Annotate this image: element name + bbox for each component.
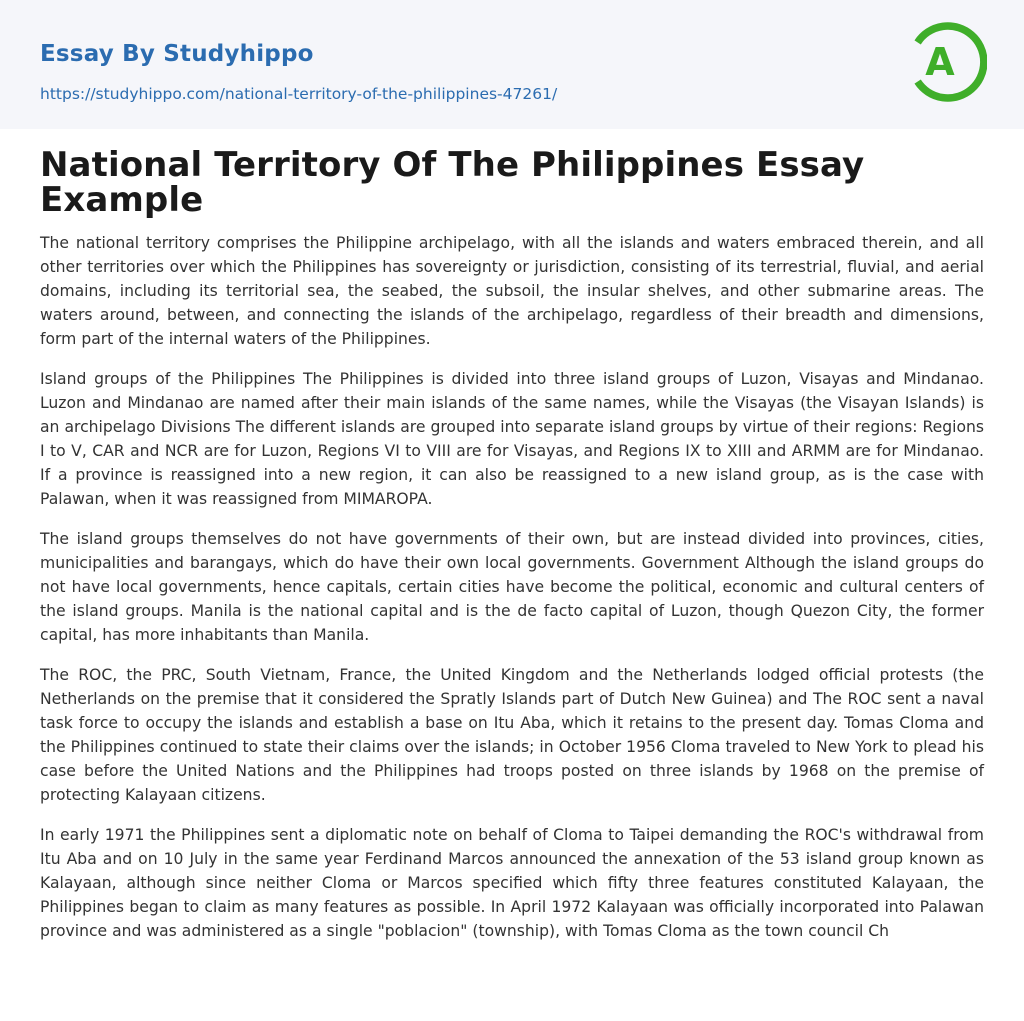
site-header: [0, 0, 1024, 129]
essay-paragraph: Island groups of the Philippines The Philippines is divided into three island groups of Luzon, Visayas and Mindanao. Luzon and Mindanao are named after their main islands of the same names, while the Visayas (the Visayan Islands) is an archipelago Divisions The different islands are grouped into separate island groups by virtue of their regions: Regions I to V, CAR and NCR are for Luzon, Regions VI to VIII are for Visayas, and Regions IX to XIII and ARMM are for Mindanao. If a province is reassigned into a new region, it can also be reassigned to a new island group, as is the case with Palawan, when it was reassigned from MIMAROPA.: [40, 370, 984, 508]
logo-letter: A: [925, 40, 955, 84]
essay-paragraph: The island groups themselves do not have governments of their own, but are instead divided into provinces, cities, municipalities and barangays, which do have their own local governments. Government Although the island groups do not have local governments, hence capitals, certain cities have become the political, economic and cultural centers of the island groups. Manila is the national capital and is the de facto capital of Luzon, though Quezon City, the former capital, has more inhabitants than Manila.: [40, 530, 984, 644]
essay-paragraph: In early 1971 the Philippines sent a diplomatic note on behalf of Cloma to Taipei demanding the ROC's withdrawal from Itu Aba and on 10 July in the same year Ferdinand Marcos announced the annexation of the 53 island group known as Kalayaan, although since neither Cloma or Marcos specified which fifty three features constituted Kalayaan, the Philippines began to claim as many features as possible. In April 1972 Kalayaan was officially incorporated into Palawan province and was administered as a single "poblacion" (township), with Tomas Cloma as the town council Ch: [40, 826, 984, 940]
source-url-link[interactable]: https://studyhippo.com/national-territory-of-the-philippines-47261/: [40, 85, 558, 103]
essay-paragraph: The ROC, the PRC, South Vietnam, France, the United Kingdom and the Netherlands lodged official protests (the Netherlands on the premise that it considered the Spratly Islands part of Dutch New Guinea) and The ROC sent a naval task force to occupy the islands and establish a base on Itu Aba, which it retains to the present day. Tomas Cloma and the Philippines continued to state their claims over the islands; in October 1956 Cloma traveled to New York to plead his case before the United Nations and the Philippines had troops posted on three islands by 1968 on the premise of protecting Kalayaan citizens.: [40, 666, 984, 804]
essay-paragraph: The national territory comprises the Philippine archipelago, with all the islands and waters embraced therein, and all other territories over which the Philippines has sovereignty or jurisdiction, consisting of its terrestrial, fluvial, and aerial domains, including its territorial sea, the seabed, the subsoil, the insular shelves, and other submarine areas. The waters around, between, and connecting the islands of the archipelago, regardless of their breadth and dimensions, form part of the internal waters of the Philippines.: [40, 234, 984, 348]
studyhippo-logo-icon[interactable]: [911, 18, 987, 106]
article-body: [0, 145, 1024, 943]
site-brand[interactable]: Essay By Studyhippo: [40, 41, 314, 67]
page-title: National Territory Of The Philippines Essay Example: [40, 145, 865, 220]
